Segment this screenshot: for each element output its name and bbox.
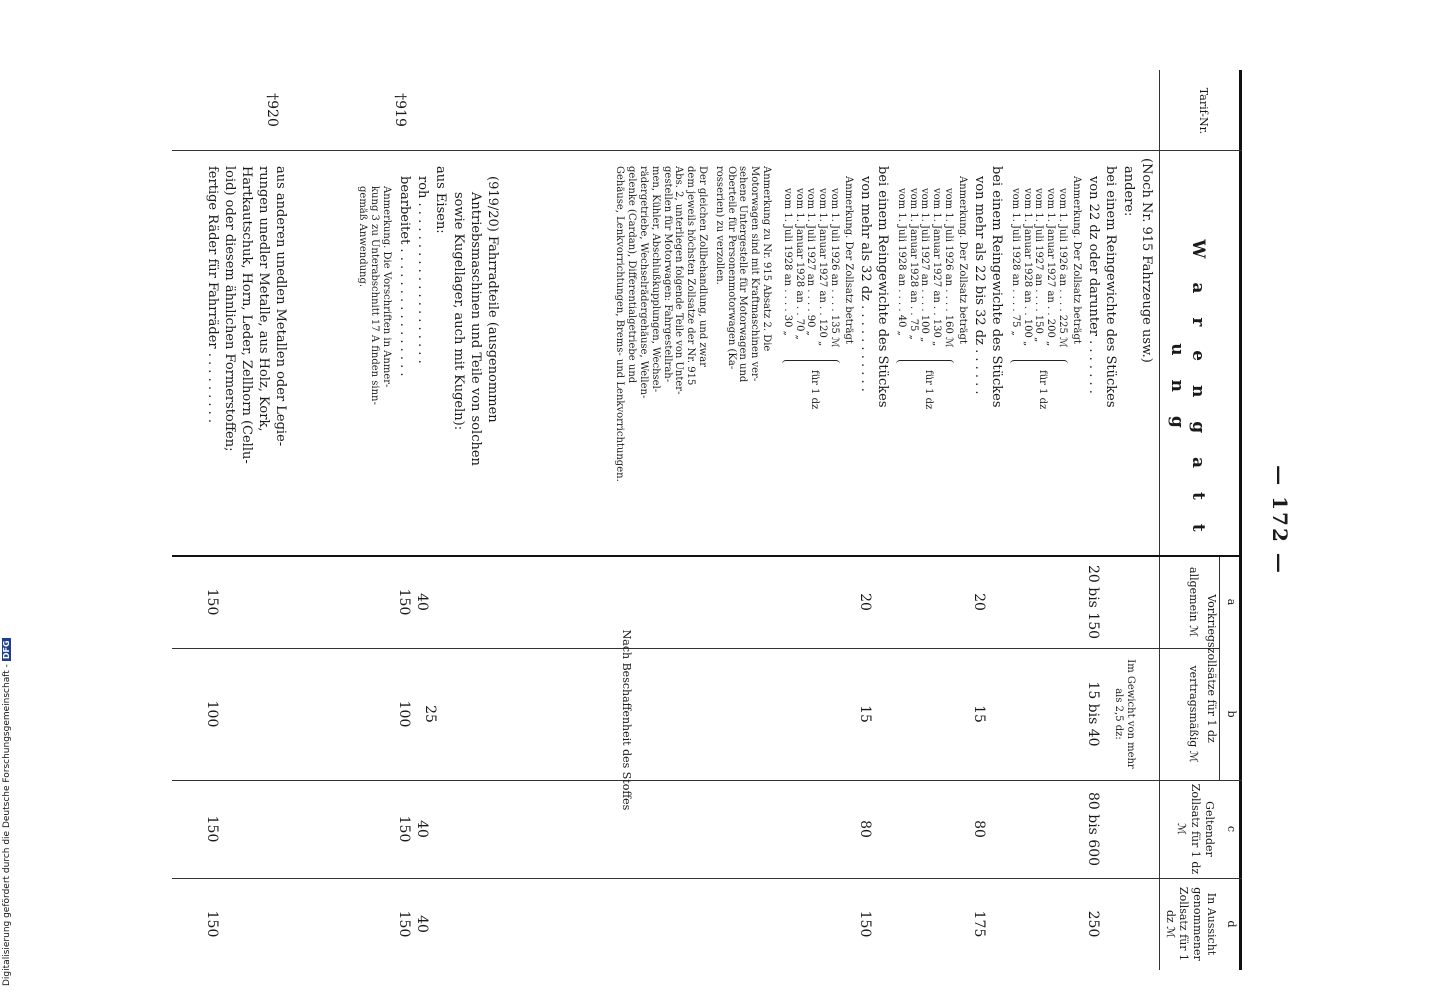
text-col-rule [172, 555, 1242, 557]
line-aus-eisen: aus Eisen: [433, 166, 448, 234]
line-mehr-32dz: von mehr als 32 dz . . . . . . . . . . . [858, 176, 873, 392]
tariff-number-919: †919 [392, 93, 408, 127]
vorkriegs-rule [1219, 557, 1220, 780]
line-antriebsmaschinen: Antriebsmaschinen und Teile von solchen [468, 192, 483, 466]
r5-col-b: 100 [396, 700, 412, 728]
line-fertige-raeder: fertige Räder für Fahrräder . . . . . . . . . [205, 166, 220, 424]
col-c-letter: c [1225, 825, 1238, 833]
r6-col-b: 100 [204, 700, 220, 728]
line-fahrradteile: (919/20) Fahrradteile (ausgenommen [485, 176, 500, 423]
line-bis-22dz: von 22 dz oder darunter . . . . . . . [1086, 176, 1101, 394]
line-hartkautschuk: Hartkautschuk, Horn, Leder, Zellhorn (Cellu- [239, 166, 254, 464]
note-line: Der gleichen Zollbehandlung, und zwar [697, 166, 708, 367]
cd-col-rule [172, 878, 1242, 879]
r2-col-c: 80 [971, 820, 987, 838]
note-line: sehene Untergestelle für Motorwagen und [737, 166, 749, 383]
brace-3 [782, 360, 840, 367]
note-line: Oberteile für Personenmotorwagen (Ka- [725, 166, 737, 370]
r3-col-a: 20 [857, 593, 873, 611]
rate-line: vom 1. Januar 1928 an . . 100 „ [1021, 188, 1033, 347]
heading-noch-915: (Noch Nr. 915 Fahrzeuge usw.) [1139, 158, 1154, 363]
col-a-header: allgemein ℳ [1187, 567, 1200, 637]
r1-col-b-note: Im Gewicht von mehr als 2,5 dz: [1113, 659, 1136, 769]
line-kugellager: sowie Kugellager, auch mit Kugeln): [451, 192, 466, 431]
anmerkung-3: Anmerkung. Der Zollsatz beträgt [843, 176, 854, 344]
r1-col-b: 15 bis 40 [1085, 681, 1101, 747]
fuer-1dz-1: für 1 dz [1037, 370, 1048, 410]
note-line: rädergetriebe, Wechselrädergehäuse, Wellen- [638, 166, 650, 399]
r3-col-b: 15 [857, 705, 873, 723]
line-reingewicht-1: bei einem Reingewichte des Stückes [1103, 166, 1118, 408]
anmerkung-915-abs2 [713, 166, 772, 382]
rate-line: vom 1. Januar 1927 an . . 200 „ [1045, 188, 1057, 347]
digitization-credit [2, 606, 22, 986]
r4-col-b: 25 [422, 705, 438, 723]
note-line: Gehäuse, Lenkvorrichtungen, Brems- und Lenkvorrichtungen. [614, 166, 626, 482]
r6-col-d: 150 [204, 910, 220, 938]
rate-block-1 [1009, 188, 1068, 348]
line-reingewicht-3: bei einem Reingewichte des Stückes [875, 166, 890, 408]
col-b-letter: b [1225, 710, 1238, 718]
rate-line: vom 1. Januar 1928 an . . 70 „ [793, 188, 805, 340]
line-reingewicht-2: bei einem Reingewichte des Stückes [989, 166, 1004, 408]
line-celluloid: loid) oder diesem ähnlichen Formerstoffen; [222, 166, 237, 452]
anmerkung-zollbehandlung [614, 166, 708, 482]
ab-col-rule [172, 648, 1220, 649]
r3-col-d: 150 [857, 910, 873, 938]
rate-line: vom 1. Juli 1927 an . . . . 150 „ [1033, 188, 1045, 343]
rate-block-2 [895, 188, 954, 348]
tarif-col-rule [172, 150, 1242, 151]
col-a-letter: a [1225, 598, 1238, 606]
note-line: Motorwagen sind mit Kraftmaschinen ver- [749, 166, 761, 382]
rate-line: vom 1. Juli 1928 an . . . . 40 „ [895, 188, 907, 336]
bc-col-rule [172, 780, 1242, 781]
r5-col-c: 150 [396, 815, 412, 843]
rate-line: vom 1. Januar 1927 an . . 130 „ [931, 188, 943, 347]
table-top-rule [1239, 70, 1242, 970]
note-line: gestellen für Motorwagen: Fahrgestellrah- [661, 166, 673, 383]
rate-line: vom 1. Juli 1928 an . . . . 75 „ [1009, 188, 1021, 336]
brace-1 [1010, 360, 1068, 367]
fuer-1dz-3: für 1 dz [809, 370, 820, 410]
tariff-number-920: †920 [264, 93, 280, 127]
r2-col-b: 15 [971, 705, 987, 723]
rate-line: vom 1. Juli 1926 an . . . . 135 ℳ [829, 188, 840, 348]
line-andere-metalle: aus anderen unedlen Metallen oder Legie- [273, 166, 288, 447]
note-line: Anmerkung zu Nr. 915 Absatz 2. Die [761, 166, 772, 352]
warengattung-header: W a r e n g a t t u n g [1166, 239, 1208, 541]
col-c-header: Geltender Zollsatz für 1 dz ℳ [1175, 783, 1216, 875]
r1-col-c: 80 bis 600 [1085, 791, 1101, 867]
page-number: — 172 — [1268, 465, 1292, 575]
anmerkung-1: Anmerkung. Der Zollsatz beträgt [1071, 176, 1082, 344]
note-line: Anmerkung. Die Vorschriften in Anmer- [381, 186, 392, 388]
brace-2 [896, 360, 954, 367]
dfg-logo: DFG [2, 640, 11, 660]
rate-line: vom 1. Juli 1926 an . . . . 160 ℳ [943, 188, 954, 348]
note-line: men, Kühler, Abschlußkupplungen, Wechsel- [649, 166, 661, 393]
line-holz-kork: rungen unedler Metalle, aus Holz, Kork, [256, 166, 271, 432]
anmerkung-2: Anmerkung. Der Zollsatz beträgt [957, 176, 968, 344]
col-b-header: vertragsmäßig ℳ [1187, 665, 1200, 763]
credit-text: Digitalisierung gefördert durch die Deutsche Forschungsgemeinschaft - [2, 664, 12, 986]
rate-line: vom 1. Juli 1927 an . . . . 100 „ [919, 188, 931, 343]
r5-col-d: 150 [396, 910, 412, 938]
line-22-32dz: von mehr als 22 bis 32 dz . . . . . . [972, 176, 987, 395]
r1-col-d: 250 [1085, 910, 1101, 938]
note-line: gemäß Anwendung. [357, 186, 369, 288]
r4-col-d: 40 [414, 915, 430, 933]
r6-col-a: 150 [204, 588, 220, 616]
rate-block-3 [781, 188, 840, 348]
note-line: Abs. 2, unterliegen folgende Teile von Unter- [673, 166, 685, 395]
tarif-nr-header: Tarif-Nr. [1197, 87, 1210, 135]
line-andere: andere: [1121, 166, 1136, 217]
note-line: gelenke (Cardan), Differentialgetriebe und [626, 166, 638, 384]
r4-col-c: 40 [414, 820, 430, 838]
rate-line: vom 1. Januar 1928 an . . 75 „ [907, 188, 919, 340]
col-d-letter: d [1225, 920, 1238, 928]
col-d-header: In Aussicht genommener Zollsatz für 1 dz ℳ [1163, 886, 1218, 962]
r2-col-d: 175 [971, 910, 987, 938]
rate-line: vom 1. Juli 1926 an . . . . 225 ℳ [1057, 188, 1068, 348]
line-roh: roh . . . . . . . . . . . . . . . . . . . . [415, 176, 430, 364]
r4-col-a: 40 [414, 593, 430, 611]
rate-line: vom 1. Juli 1927 an . . . . 90 „ [805, 188, 817, 336]
fuer-1dz-2: für 1 dz [923, 370, 934, 410]
nach-beschaffenheit: Nach Beschaffenheit des Stoffes [620, 629, 633, 811]
r2-col-a: 20 [971, 593, 987, 611]
rate-line: vom 1. Juli 1928 an . . . . 30 „ [781, 188, 793, 336]
vorkriegs-header: Vorkriegszollsätze für 1 dz [1205, 594, 1218, 743]
anmerkung-17a [357, 186, 392, 405]
note-line: dem jeweils höchsten Zollsatze der Nr. 915 [685, 166, 697, 386]
rotated-page [140, 70, 1300, 970]
note-line: kung 3 zu Unterabschnitt 17 A finden sinn- [369, 186, 381, 405]
line-bearbeitet: bearbeitet . . . . . . . . . . . . . . . . [397, 176, 412, 377]
r3-col-c: 80 [857, 820, 873, 838]
rate-line: vom 1. Januar 1927 an . . 120 „ [817, 188, 829, 347]
r5-col-a: 150 [396, 588, 412, 616]
header-bottom-rule [1159, 70, 1160, 970]
note-line: rosserien) zu verzollen. [713, 166, 725, 285]
r1-col-a: 20 bis 150 [1085, 564, 1101, 640]
r6-col-c: 150 [204, 815, 220, 843]
